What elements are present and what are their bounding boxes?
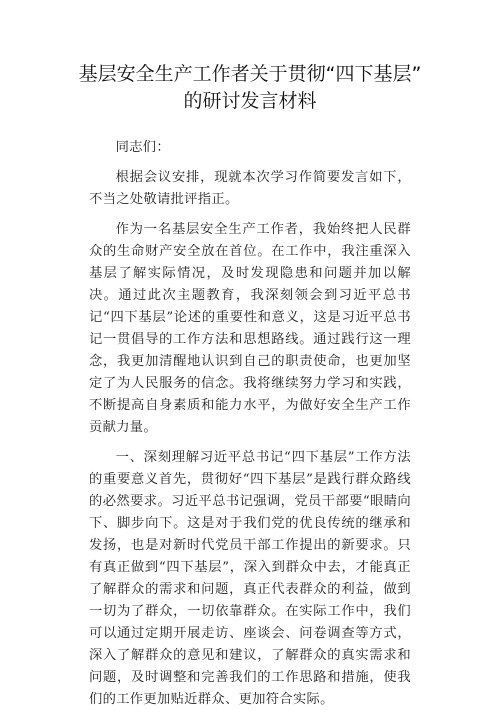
- document-title-line-1: 基层安全生产工作者关于贯彻“四下基层”: [78, 63, 422, 85]
- paragraph-role: 作为一名基层安全生产工作者，我始终把人民群众的生命财产安全放在首位。在工作中，我注重深入基层了解实际情况，及时发现隐患和问题并加以解决。通过此次主题教育，我深刻领会到习近平总书记“四下基层”论述的重要性和意义，这是习近平总书记一贯倡导的工作方法和思想路线。通过践行这一理念，我更加清醒地认识到自己的职责使命，也更加坚定了为人民服务的信念。我将继续努力学习和实践，不断提高自身素质和能力水平，为做好安全生产工作贡献力量。: [89, 222, 411, 435]
- paragraph-section-one: 一、深刻理解习近平总书记“四下基层”工作方法的重要意义首先，贯彻好“四下基层”是践行群众路线的必然要求。习近平总书记强调，党员干部要“眼睛向下、脚步向下。这是对于我们党的优良传统的继承和发扬，也是对新时代党员干部工作提出的新要求。只有真正做到“四下基层”，深入到群众中去，才能真正了解群众的需求和问题，真正代表群众的利益，做到一切为了群众，一切依靠群众。在实际工作中，我们可以通过定期开展走访、座谈会、问卷调查等方式，深入了解群众的意见和建议，了解群众的真实需求和问题，及时调整和完善我们的工作思路和措施，使我们的工作更加贴近群众、更加符合实际。: [89, 450, 411, 707]
- document-body: [89, 137, 411, 711]
- document-title-line-2: 的研讨发言材料: [183, 90, 317, 112]
- salutation: 同志们：: [115, 140, 170, 155]
- paragraph-intro: 根据会议安排，现就本次学习作简要发言如下，不当之处敬请批评指正。: [89, 170, 411, 207]
